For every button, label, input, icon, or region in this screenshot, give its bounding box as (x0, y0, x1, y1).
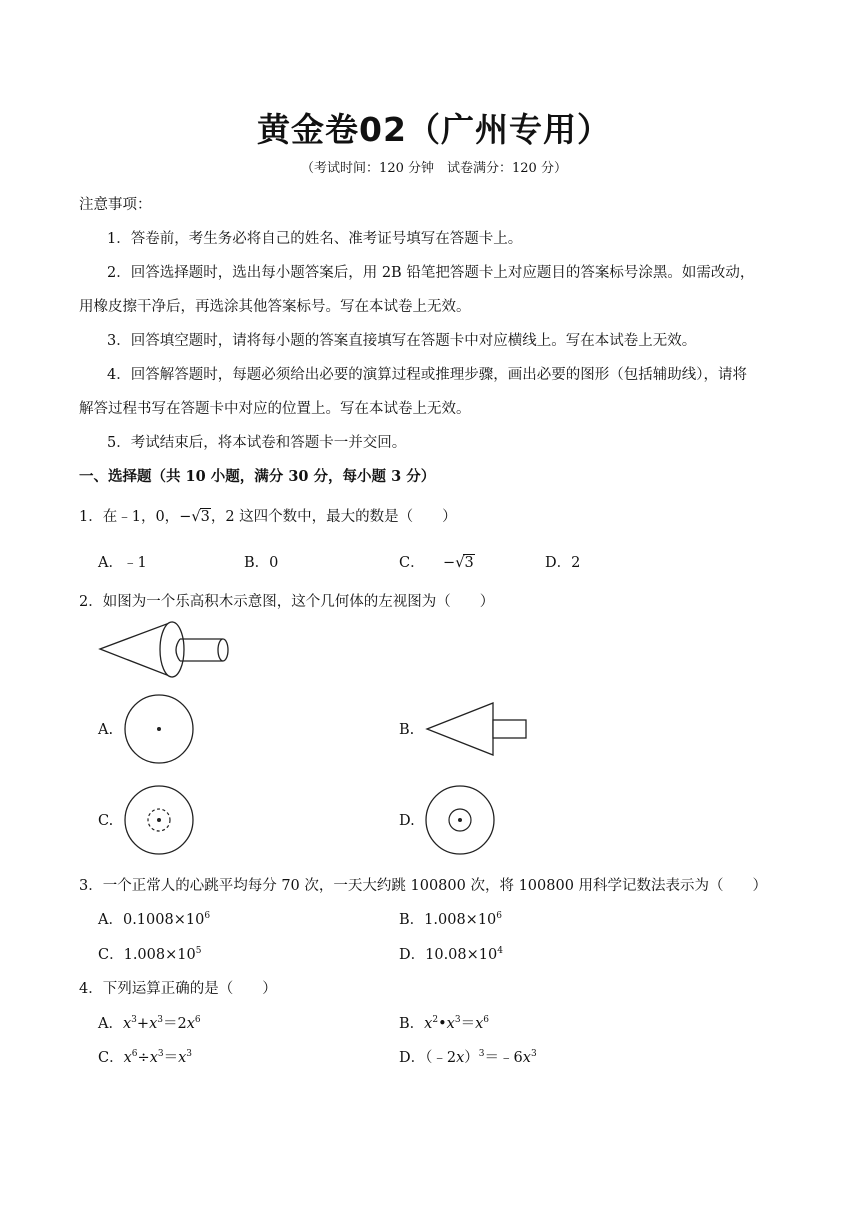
q4-b-exp: 2 (432, 1015, 439, 1025)
q1-option-c-label: C． (399, 555, 425, 571)
q4-b-exp: 3 (454, 1015, 461, 1025)
q3-option-d-exp: 4 (497, 946, 503, 956)
q4-c-label: C． (98, 1050, 124, 1066)
q3-option-d-base: D．10.08×10 (399, 947, 498, 963)
q4-c-var: x (178, 1050, 187, 1066)
q4-c-op: ÷ (137, 1050, 150, 1066)
note-4-cont: 解答过程书写在答题卡中对应的位置上。写在本试卷上无效。 (79, 401, 471, 417)
q1-stem-end: ，2 这四个数中，最大的数是（ ） (210, 509, 457, 525)
question-4-stem: 4．下列运算正确的是（ ） (79, 981, 277, 997)
q4-b-op: • (438, 1016, 447, 1032)
q4-option-a (98, 1012, 201, 1033)
q4-c-var: x (123, 1050, 132, 1066)
q4-c-exp: 3 (186, 1049, 193, 1059)
question-2-stem: 2．如图为一个乐高积木示意图，这个几何体的左视图为（ ） (79, 594, 495, 610)
note-5: 5．考试结束后，将本试卷和答题卡一并交回。 (107, 435, 407, 451)
q4-d-label: D．（﹣2 (399, 1050, 457, 1066)
note-4: 4．回答解答题时，每题必须给出必要的演算过程或推理步骤，画出必要的图形（包括辅助线），请将 (107, 367, 747, 383)
q3-option-c-base: C．1.008×10 (98, 947, 196, 963)
q3-option-d (399, 943, 503, 964)
note-2: 2．回答选择题时，选出每小题答案后，用 2B 铅笔把答题卡上对应题目的答案标号涂黑。如需改动， (107, 265, 755, 281)
q3-option-b-base: B．1.008×10 (399, 912, 497, 928)
radical-icon: √ (455, 555, 465, 571)
q2-option-c-label: C. (98, 813, 114, 829)
q4-b-var: x (475, 1016, 484, 1032)
q4-d-exp: 3 (478, 1049, 485, 1059)
q3-option-a-exp: 6 (204, 911, 211, 921)
q4-a-exp: 6 (194, 1015, 201, 1025)
q2-option-a-label: A. (98, 722, 114, 738)
q4-a-eq: ＝2 (162, 1016, 187, 1032)
q4-d-var: x (522, 1050, 531, 1066)
q4-b-exp: 6 (483, 1015, 489, 1025)
q4-a-var: x (122, 1016, 132, 1032)
q2-option-d-label: D. (399, 813, 415, 829)
notes-heading: 注意事项： (79, 197, 152, 213)
q4-d-paren: ） (464, 1050, 479, 1066)
q1-stem-start: 1．在﹣1，0， (79, 509, 180, 525)
q4-b-eq: ＝ (460, 1016, 476, 1032)
exam-subtitle: （考试时间：120 分钟 试卷满分：120 分） (301, 161, 567, 176)
q3-option-c-exp: 5 (195, 946, 202, 956)
center-dot-icon (458, 818, 462, 822)
q3-option-a (98, 908, 210, 929)
q4-a-var: x (186, 1016, 195, 1032)
page-title: 黄金卷02（广州专用） (257, 110, 611, 149)
q4-a-var: x (149, 1016, 158, 1032)
q4-c-exp: 3 (157, 1049, 164, 1059)
q4-c-var: x (149, 1050, 158, 1066)
q4-a-exp: 3 (157, 1015, 163, 1025)
q1-option-a: A．﹣1 (98, 555, 147, 571)
q4-option-b (399, 1012, 489, 1033)
q4-a-label: A． (98, 1016, 123, 1032)
q1-option-c-neg: − (443, 555, 456, 571)
q3-option-c (98, 943, 201, 964)
q4-d-eq: ＝﹣6 (484, 1050, 523, 1066)
q4-b-var: x (424, 1016, 433, 1032)
q2-option-b-label: B. (399, 722, 415, 738)
q4-option-c (98, 1046, 192, 1067)
q1-option-d: D．2 (545, 555, 581, 571)
q4-a-exp: 3 (131, 1015, 137, 1025)
q4-d-exp: 3 (530, 1049, 537, 1059)
q1-neg-sign: − (179, 509, 192, 525)
q4-b-var: x (446, 1016, 455, 1032)
note-1: 1．答卷前，考生务必将自己的姓名、准考证号填写在答题卡上。 (107, 231, 523, 247)
radical-icon: √ (191, 509, 201, 525)
q4-c-eq: ＝ (163, 1050, 179, 1066)
q3-option-b (399, 908, 502, 929)
note-2-cont: 用橡皮擦干净后，再选涂其他答案标号。写在本试卷上无效。 (79, 299, 471, 315)
q4-c-exp: 6 (131, 1049, 138, 1059)
q4-option-d (399, 1046, 537, 1067)
q4-a-op: + (136, 1016, 150, 1032)
note-3: 3．回答填空题时，请将每小题的答案直接填写在答题卡中对应横线上。写在本试卷上无效。 (107, 333, 697, 349)
q3-option-a-base: A．0.1008×10 (98, 912, 205, 928)
question-3-stem: 3．一个正常人的心跳平均每分 70 次，一天大约跳 100800 次，将 100800 用科学记数法表示为（ ） (79, 878, 768, 894)
q1-option-b: B．0 (244, 555, 279, 571)
q1-option-c-radicand: 3 (464, 555, 474, 571)
q4-d-var: x (456, 1050, 465, 1066)
q3-option-b-exp: 6 (496, 911, 503, 921)
q1-radicand: 3 (200, 509, 210, 525)
q4-b-label: B． (399, 1016, 425, 1032)
section-heading: 一、选择题（共 10 小题，满分 30 分，每小题 3 分） (79, 468, 436, 485)
